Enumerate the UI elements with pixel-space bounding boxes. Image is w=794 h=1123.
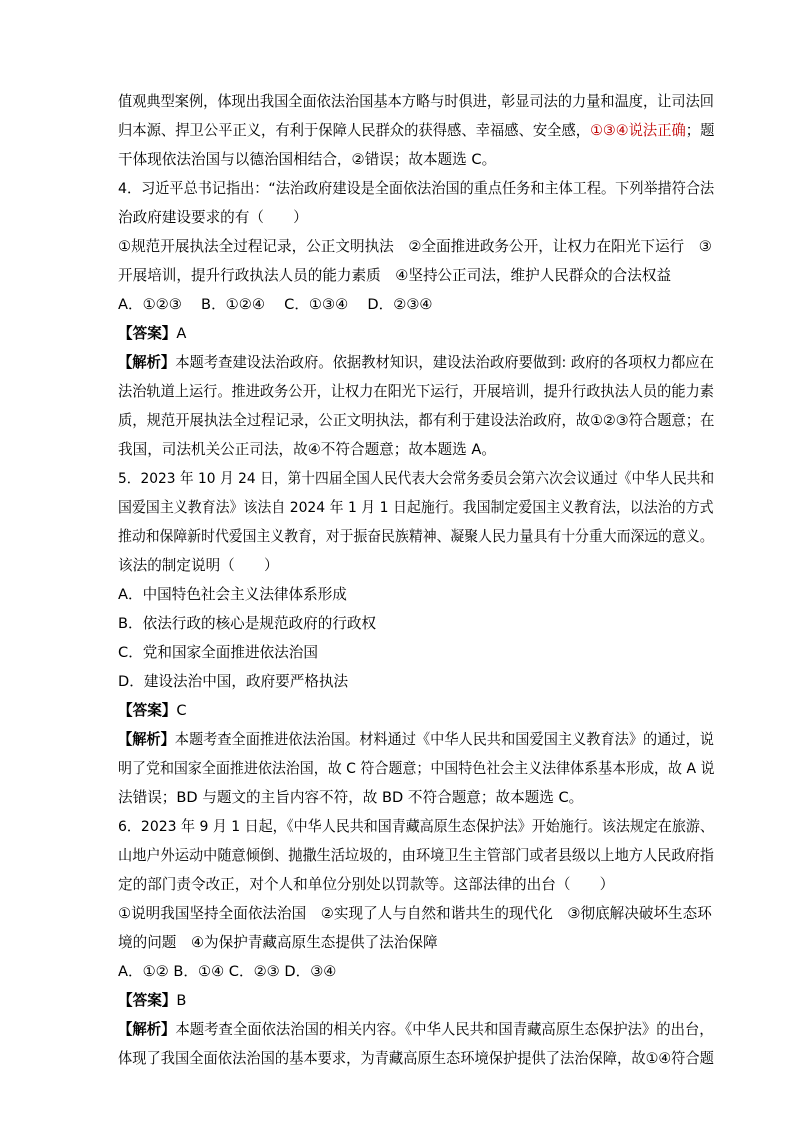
option-line: ①说明我国坚持全面依法治国 ②实现了人与自然和谐共生的现代化 ③彻底解决破坏生态环: [118, 905, 712, 922]
choices-line: A．①②③ B．①②④ C．①③④ D．②③④: [118, 296, 433, 313]
text-line: 定的部门责令改正，对个人和单位分别处以罚款等。这部法律的出台（ ）: [118, 876, 615, 893]
choice-b: B．依法行政的核心是规范政府的行政权: [118, 615, 377, 632]
choice-d: D．建设法治中国，政府要严格执法: [118, 673, 349, 690]
answer-line: 【答案】B: [118, 992, 187, 1009]
text-line: 明了党和国家全面推进依法治国，故 C 符合题意；中国特色社会主义法律体系基本形成，故 A 说: [118, 760, 715, 777]
text-line: 治政府建设要求的有（ ）: [118, 209, 308, 226]
text-line: 法错误；BD 与题文的主旨内容不符，故 BD 不符合题意；故本题选 C。: [118, 789, 584, 806]
choice-c: C．党和国家全面推进依法治国: [118, 644, 318, 661]
option-line: 开展培训，提升行政执法人员的能力素质 ④坚持公正司法，维护人民群众的合法权益: [118, 267, 672, 284]
text-line: 干体现依法治国与以德治国相结合，②错误；故本题选 C。: [118, 151, 497, 168]
text-line: 山地户外运动中随意倾倒、抛撒生活垃圾的，由环境卫生主管部门或者县级以上地方人民政府指: [118, 847, 714, 864]
text-line: 我国，司法机关公正司法，故④不符合题意；故本题选 A。: [118, 441, 496, 458]
text-line: 值观典型案例，体现出我国全面依法治国基本方略与时俱进，彰显司法的力量和温度，让司法回: [118, 93, 714, 110]
text-line: 推动和保障新时代爱国主义教育，对于振奋民族精神、凝聚人民力量具有十分重大而深远的意义。: [118, 528, 714, 545]
answer-line: 【答案】C: [118, 702, 187, 719]
text-line: 法治轨道上运行。推进政务公开，让权力在阳光下运行，开展培训，提升行政执法人员的能力素: [118, 383, 714, 400]
choices-line: A．①② B．①④ C．②③ D．③④: [118, 963, 337, 980]
text-line: 体现了我国全面依法治国的基本要求，为青藏高原生态环境保护提供了法治保障，故①④符合题: [118, 1050, 714, 1067]
question-6-line: 6．2023 年 9 月 1 日起，《中华人民共和国青藏高原生态保护法》开始施行。该法规定在旅游、: [118, 818, 714, 835]
text-line: 归本源、捍卫公平正义，有利于保障人民群众的获得感、幸福感、安全感，①③④说法正确；题: [118, 122, 715, 139]
option-line: 境的问题 ④为保护青藏高原生态提供了法治保障: [118, 934, 438, 951]
analysis-line: 【解析】本题考查全面依法治国的相关内容。《中华人民共和国青藏高原生态保护法》的出台，: [118, 1021, 714, 1038]
text-line: 国爱国主义教育法》该法自 2024 年 1 月 1 日起施行。我国制定爱国主义教育法，以法治的方式: [118, 499, 714, 516]
question-5-line: 5．2023 年 10 月 24 日，第十四届全国人民代表大会常务委员会第六次会议通过《中华人民共和: [118, 470, 715, 487]
text-line: 该法的制定说明（ ）: [118, 557, 279, 574]
analysis-line: 【解析】本题考查全面推进依法治国。材料通过《中华人民共和国爱国主义教育法》的通过，说: [118, 731, 714, 748]
highlighted-text: ①③④说法正确: [590, 122, 686, 139]
question-4-line: 4．习近平总书记指出：“法治政府建设是全面依法治国的重点任务和主体工程。下列举措符合法: [118, 180, 715, 197]
answer-line: 【答案】A: [118, 325, 187, 342]
choice-a: A．中国特色社会主义法律体系形成: [118, 586, 347, 603]
option-line: ①规范开展执法全过程记录，公正文明执法 ②全面推进政务公开，让权力在阳光下运行 ③: [118, 238, 712, 255]
text-line: 质，规范开展执法全过程记录，公正文明执法，都有利于建设法治政府，故①②③符合题意；在: [118, 412, 715, 429]
analysis-line: 【解析】本题考查建设法治政府。依据教材知识，建设法治政府要做到: 政府的各项权力都应在: [118, 354, 714, 371]
